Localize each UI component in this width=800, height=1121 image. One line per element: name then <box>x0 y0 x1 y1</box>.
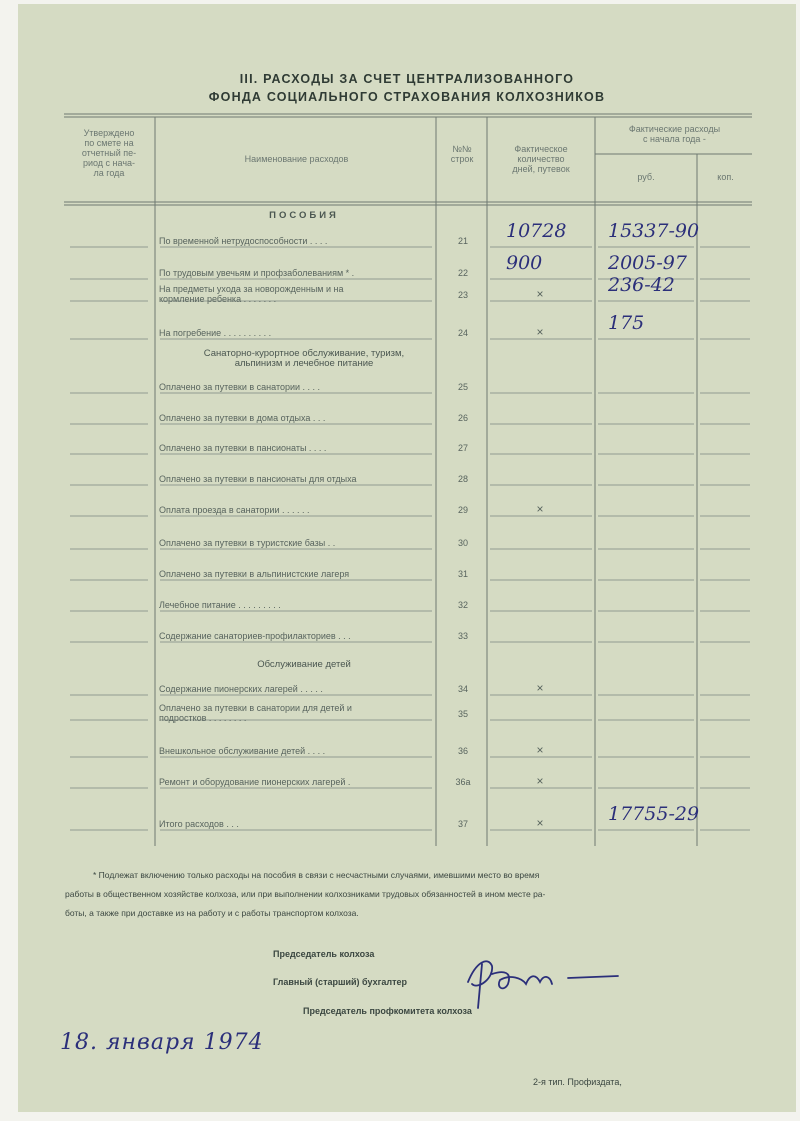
row-cross-mark: × <box>536 816 544 830</box>
row-number: 25 <box>457 382 468 392</box>
row-label: Итого расходов . . . <box>159 819 239 829</box>
row-label: Лечебное питание . . . . . . . . . <box>159 600 281 610</box>
row-label: На погребение . . . . . . . . . . <box>159 328 272 338</box>
row-number: 37 <box>457 819 468 829</box>
row-cross-mark: × <box>536 325 544 339</box>
header-actual: Фактические расходы с начала года - <box>628 124 721 144</box>
row-number: 35 <box>457 709 468 719</box>
row-number: 36а <box>455 777 471 787</box>
row-amount-handwritten: 236-42 <box>608 274 675 296</box>
row-cross-mark: × <box>536 681 544 695</box>
row-number: 22 <box>457 268 468 278</box>
row-label: Оплачено за путевки в пансионаты для отдыха <box>159 474 357 484</box>
row-label: Оплачено за путевки в туристские базы . . <box>159 538 336 548</box>
row-label: Ремонт и оборудование пионерских лагерей . <box>159 777 351 787</box>
row-label: Содержание санаториев-профилакториев . . . <box>159 631 351 641</box>
header-number: №№ строк <box>450 144 474 164</box>
section-sanatorium: Санаторно-курортное обслуживание, туризм, альпинизм и лечебное питание <box>203 348 405 369</box>
row-number: 27 <box>457 443 468 453</box>
printer-note: 2-я тип. Профиздата, <box>533 1077 622 1087</box>
row-quantity-handwritten: 10728 <box>506 220 567 242</box>
row-cross-mark: × <box>536 502 544 516</box>
row-number: 26 <box>457 413 468 423</box>
row-label: На предметы ухода за новорожденным и на кормление ребенка . . . . . . . <box>159 284 344 304</box>
row-label: Оплачено за путевки в санатории для детей и подростков . . . . . . . . <box>159 703 352 723</box>
footnote-line3: боты, а также при доставке из на работу и с работы транспортом колхоза. <box>65 908 359 918</box>
signature-chairman-label: Председатель колхоза <box>273 949 375 959</box>
row-number: 36 <box>457 746 468 756</box>
row-label: Внешкольное обслуживание детей . . . . <box>159 746 326 756</box>
row-amount-handwritten: 175 <box>608 312 645 334</box>
form-title-line2: ФОНДА СОЦИАЛЬНОГО СТРАХОВАНИЯ КОЛХОЗНИКОВ <box>208 90 606 104</box>
row-cross-mark: × <box>536 287 544 301</box>
row-label: Оплата проезда в санатории . . . . . . <box>159 505 310 515</box>
row-amount-handwritten: 15337-90 <box>608 220 700 242</box>
signature-accountant-label: Главный (старший) бухгалтер <box>273 977 407 987</box>
row-number: 29 <box>457 505 468 515</box>
row-quantity-handwritten: 900 <box>506 252 543 274</box>
row-label: Оплачено за путевки в пансионаты . . . . <box>159 443 327 453</box>
row-number: 23 <box>457 290 468 300</box>
row-cross-mark: × <box>536 743 544 757</box>
row-number: 31 <box>457 569 468 579</box>
row-number: 33 <box>457 631 468 641</box>
row-cross-mark: × <box>536 774 544 788</box>
row-label: Оплачено за путевки в санатории . . . . <box>159 382 321 392</box>
row-number: 21 <box>457 236 468 246</box>
row-label: Оплачено за путевки в дома отдыха . . . <box>159 413 326 423</box>
form-sheet <box>18 4 796 1112</box>
row-number: 24 <box>457 328 468 338</box>
row-amount-handwritten: 17755-29 <box>608 803 700 825</box>
section-children: Обслуживание детей <box>257 659 351 670</box>
signature-union-label: Председатель профкомитета колхоза <box>303 1006 472 1016</box>
section-benefits: ПОСОБИЯ <box>269 210 339 221</box>
row-label: По временной нетрудоспособности . . . . <box>159 236 328 246</box>
row-label: Содержание пионерских лагерей . . . . . <box>159 684 323 694</box>
row-label: Оплачено за путевки в альпинистские лагеря <box>159 569 350 579</box>
row-amount-handwritten: 2005-97 <box>608 252 687 274</box>
row-number: 32 <box>457 600 468 610</box>
header-name: Наименование расходов <box>244 154 349 164</box>
row-number: 28 <box>457 474 468 484</box>
handwritten-signature <box>448 944 628 1019</box>
form-title-line1: III. РАСХОДЫ ЗА СЧЕТ ЦЕНТРАЛИЗОВАННОГО <box>239 72 575 86</box>
header-approved: Утверждено по смете на отчетный пе- риод с нача- ла года <box>81 128 137 178</box>
header-kop: коп. <box>717 172 734 182</box>
row-number: 30 <box>457 538 468 548</box>
footnote-line1: * Подлежат включению только расходы на пособия в связи с несчастными случаями, имевшими место во время <box>93 870 540 880</box>
header-quantity: Фактическое количество дней, путевок <box>512 144 570 174</box>
header-rub: руб. <box>637 172 655 182</box>
footnote-line2: работы в общественном хозяйстве колхоза, или при выполнении колхозниками трудовых обязанностей в ином месте ра- <box>65 889 546 899</box>
row-label: По трудовым увечьям и профзаболеваниям * . <box>159 268 355 278</box>
row-number: 34 <box>457 684 468 694</box>
handwritten-date: 18. января 1974 <box>60 1030 264 1055</box>
